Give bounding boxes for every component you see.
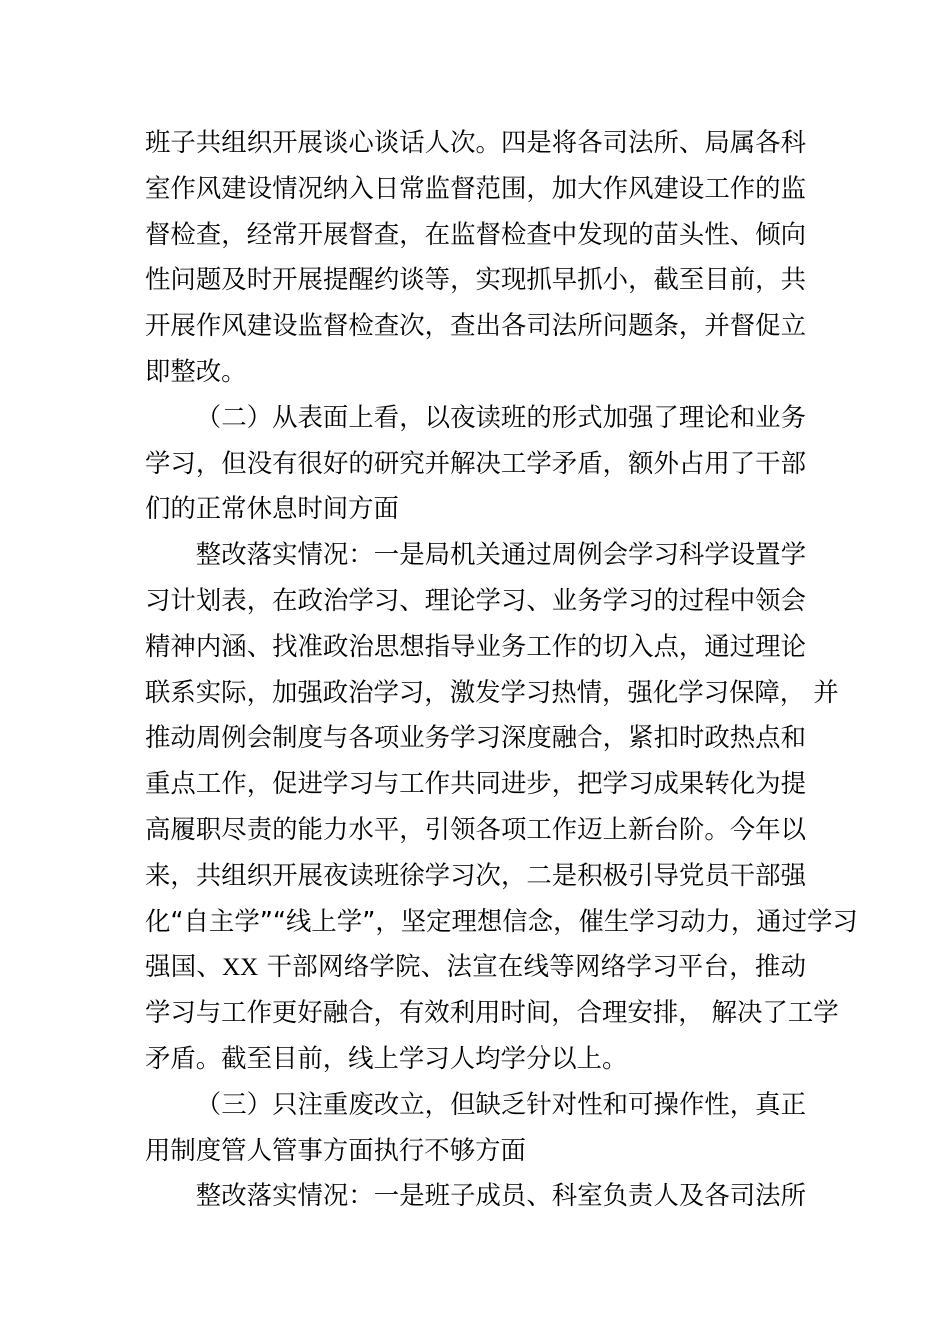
text-line: 推动周例会制度与各项业务学习深度融合，紧扣时政热点和	[145, 722, 806, 753]
paragraph-rectification-3	[145, 1173, 806, 1219]
text-line: 即整改。	[145, 355, 247, 386]
text-line: 重点工作，促进学习与工作共同进步，把学习成果转化为提	[145, 768, 806, 799]
section-heading-3	[145, 1082, 806, 1174]
text-line: 习计划表，在政治学习、理论学习、业务学习的过程中领会	[145, 584, 806, 615]
text-line: 联系实际，加强政治学习，激发学习热情，强化学习保障， 并	[145, 676, 839, 707]
text-line: 学习与工作更好融合，有效利用时间，合理安排， 解决了工学	[145, 997, 839, 1028]
text-segment: 干部网络学院、法宣在线等网络学习平台，推动	[258, 951, 807, 982]
text-line: 化“自主学”“线上学”，坚定理想信念，催生学习动力，通过学习	[145, 905, 858, 936]
text-segment: 强国、	[145, 951, 223, 982]
text-line: 整改落实情况：一是班子成员、科室负责人及各司法所	[195, 1180, 806, 1211]
placeholder-xx: XX	[222, 954, 259, 982]
section-heading-2	[145, 395, 806, 532]
heading-line: 学习，但没有很好的研究并解决工学矛盾，额外占用了干部	[145, 447, 806, 478]
heading-line: （二）从表面上看，以夜读班的形式加强了理论和业务	[195, 401, 806, 432]
text-line: 来，共组织开展夜读班徐学习次，二是积极引导党员干部强	[145, 859, 806, 890]
heading-line: （三）只注重废改立，但缺乏针对性和可操作性，真正	[195, 1088, 806, 1119]
text-line: 督检查，经常开展督查，在监督检查中发现的苗头性、倾向	[145, 218, 806, 249]
heading-line: 们的正常休息时间方面	[145, 493, 399, 524]
text-line: 矛盾。截至目前，线上学习人均学分以上。	[145, 1042, 628, 1073]
text-line: 整改落实情况：一是局机关通过周例会学习科学设置学	[195, 539, 806, 570]
text-line: 班子共组织开展谈心谈话人次。四是将各司法所、局属各科	[145, 127, 806, 157]
text-line: 性问题及时开展提醒约谈等，实现抓早抓小，截至目前，共	[145, 264, 806, 295]
text-line: 精神内涵、找准政治思想指导业务工作的切入点，通过理论	[145, 630, 806, 661]
heading-line: 用制度管人管事方面执行不够方面	[145, 1134, 526, 1165]
document-body	[145, 120, 858, 1219]
text-line: 高履职尽责的能力水平，引领各项工作迈上新台阶。今年以	[145, 813, 806, 844]
text-line	[145, 944, 806, 990]
text-line: 室作风建设情况纳入日常监督范围，加大作风建设工作的监	[145, 172, 806, 203]
text-line: 开展作风建设监督检查次，查出各司法所问题条，并督促立	[145, 310, 806, 341]
paragraph-continuation	[145, 120, 806, 395]
paragraph-rectification-2	[145, 532, 858, 1082]
